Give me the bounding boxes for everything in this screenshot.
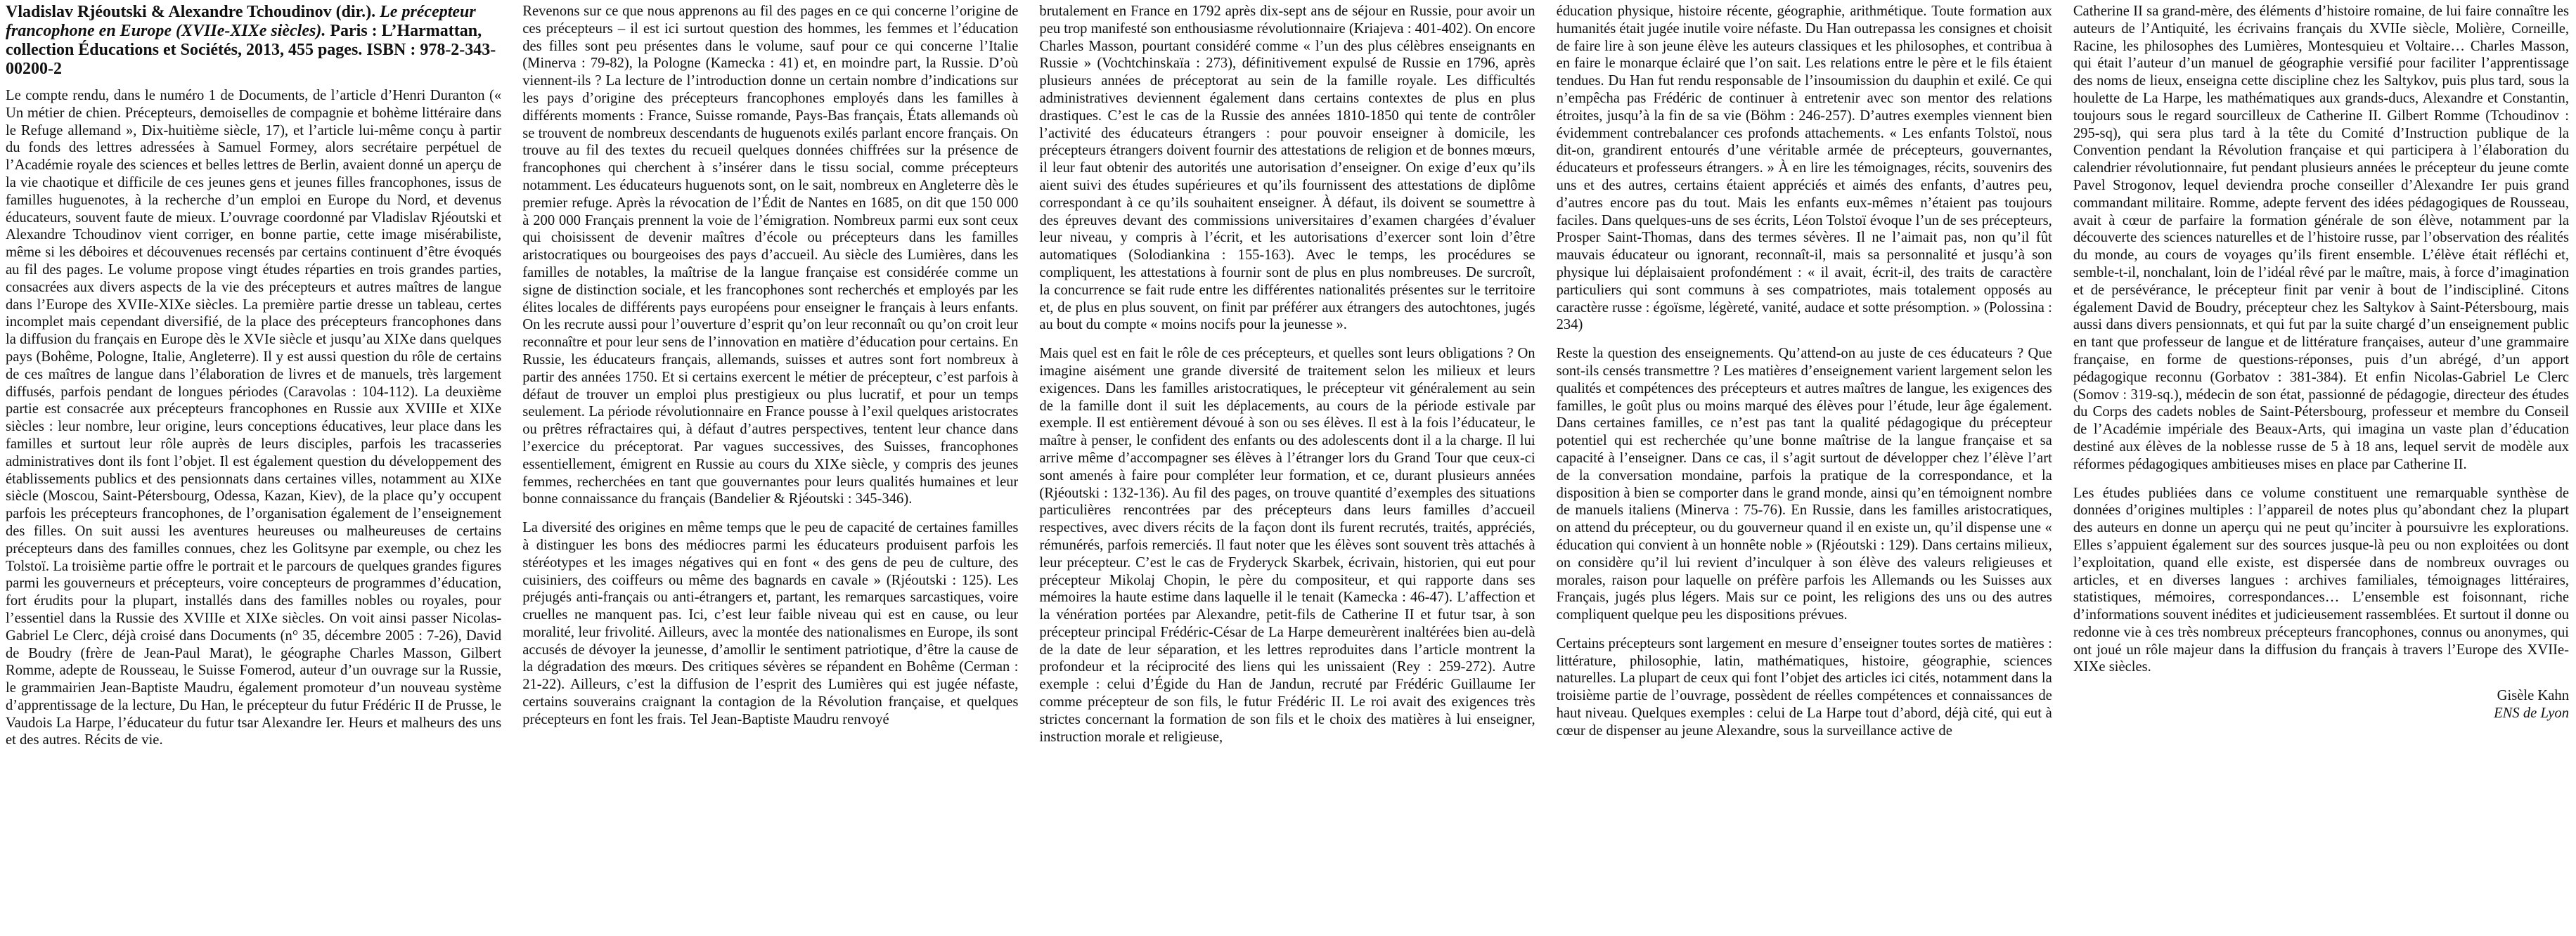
signature-name: Gisèle Kahn — [2497, 688, 2570, 704]
column-5 — [2073, 3, 2569, 933]
paragraph: brutalement en France en 1792 après dix-sept ans de séjour en Russie, pour avoir un peu trop manifesté son enthousiasme révolutionnaire (Kriajeva : 401-402). On encore Charles Masson, pourtant considéré comme « l’un des plus célèbres enseignants en Russie » (Vochtchinskaïa : 273), définitivement expulsé de Russie en 1796, après plusieurs années de préceptorat au sein de la famille royale. Les difficultés administratives deviennent également dans certains contextes de plus en plus drastiques. C’est le cas de la Russie des années 1810-1850 qui tente de contrôler l’activité des éducateurs étrangers : pour pouvoir enseigner à domicile, les précepteurs étrangers doivent fournir des attestations de religion et de bonnes mœurs, il leur faut obtenir des autorités une autorisation d’enseigner. On exige d’eux qu’ils aient suivi des études supérieures et qu’ils fournissent des attestations de diplôme correspondant à ce qu’ils souhaitent enseigner. À défaut, ils doivent se soumettre à des épreuves devant des commissions universitaires d’examen chargées d’évaluer leur niveau, y compris à l’écrit, et les autorisations d’exercer sont loin d’être automatiques (Solodiankina : 155-163). Avec le temps, les procédures se compliquent, les attestations à fournir sont de plus en plus nombreuses. De surcroît, la concurrence se fait rude entre les différentes nationalités présentes sur le territoire et, de plus en plus souvent, on finit par préférer aux étrangers des autochtones, jugés au bout du compte « moins nocifs pour la jeunesse ». — [1039, 4, 1535, 333]
signature-affiliation: ENS de Lyon — [2494, 706, 2570, 722]
review-signature — [2073, 687, 2569, 722]
paragraph: éducation physique, histoire récente, géographie, arithmétique. Toute formation aux humanités était jugée inutile voire néfaste. Du Han outrepassa les consignes et choisit de faire lire à son jeune élève les auteurs classiques et les philosophes, et contribua à en faire le monarque éclairé que l’on sait. Les relations entre le père et le fils étaient tendues. Du Han fut rendu responsable de l’insoumission du dauphin et exilé. Ce qui n’empêcha pas Frédéric de continuer à entretenir avec son mentor des relations étroites, jusqu’à la fin de sa vie (Böhm : 246-257). D’autres exemples viennent bien évidemment contrebalancer ces profonds attachements. « Les enfants Tolstoï, nous dit-on, grandirent entourés d’une véritable armée de précepteurs, gouvernantes, éducateurs et professeurs étrangers. » À en lire les témoignages, récits, souvenirs des uns et des autres, certains étaient appréciés et aimés des enfants, d’autres peu, d’autres encore pas du tout. Mais les enfants eux-mêmes n’étaient pas toujours faciles. Dans quelques-uns de ses écrits, Léon Tolstoï évoque l’un de ses précepteurs, Prosper Saint-Thomas, dans des termes sévères. Il ne l’aimait pas, non qu’il fût mauvais éducateur ou ignorant, reconnaît-il, mais sa personnalité et jusqu’à son physique lui déplaisaient profondément : « il avait, écrit-il, des traits de caractère particuliers qui sont communs à ses compatriotes, mais totalement opposés au caractère russe : égoïsme, légèreté, vanité, audace et sotte présomption. » (Polossina : 234) — [1556, 4, 2052, 333]
review-title: Le précepteur francophone en Europe (XVIIe-XIXe siècles). — [6, 3, 476, 40]
review-header — [6, 3, 501, 79]
column-1 — [6, 3, 501, 933]
review-publication: Paris : L’Harmattan, collection Éducations et Sociétés, 2013, 455 pages. ISBN : 978-2-343-00200-2 — [6, 22, 496, 78]
paragraph: La diversité des origines en même temps que le peu de capacité de certaines familles à distinguer les bons des médiocres parmi les éducateurs produisent parfois les stéréotypes et les images négatives qui en font « des gens de peu de culture, des cuisiniers, des coiffeurs ou même des bagnards en cavale » (Rjéoutski : 125). Les préjugés anti-français ou anti-étrangers et, partant, les remarques sarcastiques, voire cruelles ne manquent pas. Ici, c’est leur faible niveau qui est en cause, ou leur moralité, leur frivolité. Ailleurs, avec la montée des nationalismes en Europe, ils sont accusés de dévoyer la jeunesse, d’amollir le sentiment patriotique, d’être la cause de la dégradation des mœurs. Des critiques sévères se répandent en Bohême (Cerman : 21-22). Ailleurs, c’est la diffusion de l’esprit des Lumières qui est jugée néfaste, certains souverains craignant la contagion de la Révolution française, et quelques précepteurs en font les frais. Tel Jean-Baptiste Maudru renvoyé — [522, 520, 1019, 727]
paragraph: Certains précepteurs sont largement en mesure d’enseigner toutes sortes de matières : littérature, philosophie, latin, mathématiques, histoire, géographie, sciences naturelles. La plupart de ceux qui font l’objet des articles ici cités, notamment dans la troisième partie de l’ouvrage, possèdent de réelles compétences et connaissances de haut niveau. Quelques exemples : celui de La Harpe tout d’abord, déjà cité, qui eut à cœur de dispenser au jeune Alexandre, sous la surveillance active de — [1556, 635, 2052, 739]
review-authors: Vladislav Rjéoutski & Alexandre Tchoudinov (dir.). — [6, 3, 376, 21]
column-4 — [1557, 3, 2052, 933]
paragraph: Mais quel est en fait le rôle de ces précepteurs, et quelles sont leurs obligations ? On imagine aisément une grande diversité de traitement selon les milieux et leurs exigences. Dans les familles aristocratiques, le précepteur vit généralement au sein de la famille dont il suit les déplacements, au cours de la période estivale par exemple. Il est entièrement dévoué à son ou ses élèves. Il est à la fois l’éducateur, le maître à penser, le confident des enfants ou des adolescents dont il a la charge. Il lui arrive même d’accompagner ses élèves à l’étranger lors du Grand Tour que ceux-ci sont amenés à faire pour compléter leur formation, et ce, durant plusieurs années (Rjéoutski : 132-136). Au fil des pages, on trouve quantité d’exemples des situations particulières rencontrées par des précepteurs dans leurs familles d’accueil respectives, avec divers récits de la façon dont ils furent recrutés, traités, appréciés, rémunérés, parfois remerciés. Il faut noter que les élèves sont souvent très attachés à leur précepteur. C’est le cas de Fryderyck Skarbek, écrivain, historien, qui eut pour précepteur Mikolaj Chopin, le père du compositeur, et qui rapporte dans ses mémoires la haute estime dans laquelle il le tenait (Kamecka : 46-47). L’affection et la vénération portées par Alexandre, petit-fils de Catherine II et futur tsar, à son précepteur principal Frédéric-César de La Harpe demeurèrent inaltérées bien au-delà de la date de leur séparation, et les lettres reproduites dans l’article montrent la profondeur et la réciprocité des liens qui les unissaient (Rey : 259-272). Autre exemple : celui d’Égide du Han de Jandun, recruté par Frédéric Guillaume Ier comme précepteur de son fils, le futur Frédéric II. Le roi avait des exigences très strictes concernant la formation de son fils et le choix des matières à lui enseigner, instruction morale et religieuse, — [1039, 346, 1535, 745]
column-2 — [522, 3, 1018, 933]
paragraph: Le compte rendu, dans le numéro 1 de Documents, de l’article d’Henri Duranton (« Un métier de chien. Précepteurs, demoiselles de compagnie et bohème littéraire dans le Refuge allemand », Dix-huitième siècle, 17), et l’article lui-même conçu à partir du fonds des lettres adressées à Samuel Formey, alors secrétaire perpétuel de l’Académie royale des sciences et belles lettres de Berlin, avaient donné un aperçu de la vie chaotique et difficile de ces jeunes gens et jeunes filles francophones, issus de familles huguenotes, à la recherche d’un emploi en Europe du Nord, et devenus éducateurs, souvent faute de mieux. L’ouvrage coordonné par Vladislav Rjéoutski et Alexandre Tchoudinov vient corriger, en bonne partie, cette image misérabiliste, même si les déboires et découvenues recensés par certains continuent d’être évoqués au fil des pages. Le volume propose vingt études réparties en trois grandes parties, consacrées aux divers aspects de la vie des précepteurs et autres maîtres de langue dans l’Europe des XVIIe-XIXe siècles. La première partie dresse un tableau, certes incomplet mais cependant diversifié, de la place des précepteurs francophones dans la diffusion du français en Europe dès le XVIe siècle et jusqu’au XIXe dans quelques pays (Bohême, Pologne, Italie, Angleterre). Il y est aussi question du rôle de certains de ces maîtres de langue dans l’élaboration de livres et de manuels, très largement diffusés, parfois pendant de longues périodes (Caravolas : 104-112). La deuxième partie est consacrée aux précepteurs francophones en Russie aux XVIIIe et XIXe siècles : leur nombre, leur origine, leurs conceptions éducatives, leur place dans les familles et surtout leur rôle auprès de leurs disciples, parfois les tracasseries administratives dont ils font l’objet. Il est également question du développement des établissements publics et des pensionnats dans certaines villes, notamment au XIXe siècle (Moscou, Saint-Pétersbourg, Odessa, Kazan, Kiev), de la place qu’y occupent parfois les précepteurs francophones, de l’organisation également de l’enseignement des filles. On suit aussi les aventures heureuses ou malheureuses de certains précepteurs dans des familles connues, chez les Golitsyne par exemple, ou chez les Tolstoï. La troisième partie offre le portrait et le parcours de quelques grandes figures parmi les gouverneurs et précepteurs, voire concepteurs de programmes d’éducation, fort érudits pour la plupart, installés dans des familles nobles ou royales, pour l’essentiel dans la Russie des XVIIIe et XIXe siècles. On voit ainsi passer Nicolas-Gabriel Le Clerc, déjà croisé dans Documents (n° 35, décembre 2005 : 7-26), David de Boudry (frère de Jean-Paul Marat), le géographe Charles Masson, Gilbert Romme, adepte de Rousseau, le Suisse Fomerod, auteur d’un ouvrage sur la Russie, le grammairien Jean-Baptiste Maudru, également promoteur d’un nouveau système d’apprentissage de la lecture, Du Han, le précepteur du futur Frédéric II de Prusse, le Vaudois La Harpe, l’éducateur du futur tsar Alexandre Ier. Heurs et malheurs des uns et des autres. Récits de vie. — [6, 88, 502, 748]
paragraph: Reste la question des enseignements. Qu’attend-on au juste de ces éducateurs ? Que sont-ils censés transmettre ? Les matières d’enseignement varient largement selon les qualités et compétences des précepteurs et autres maîtres de langue, les exigences des familles, le goût plus ou moins marqué des élèves pour l’étude, leur âge également. Dans certaines familles, ce n’est pas tant la qualité pédagogique du précepteur potentiel qui est recherchée qu’une bonne maîtrise de la langue française et sa capacité à l’enseigner. Dans ce cas, il s’agit surtout de développer chez l’élève l’art de la conversation mondaine, parfois la pratique de la correspondance, et la disposition à bien se comporter dans le grand monde, ainsi qu’en témoignent nombre de manuels italiens (Minerva : 75-76). En Russie, dans les familles aristocratiques, on attend du précepteur, ou du gouverneur quand il en existe un, qu’il dispense une « éducation qui convient à un honnête noble » (Rjéoutski : 129). Dans certains milieux, on considère qu’il lui revient d’inculquer à son élève des valeurs religieuses et morales, raison pour laquelle on préfère parfois les Allemands ou les Suisses aux Français, jugés plus légers. Mais sur ce point, les religions des uns ou des autres compliquent quelque peu les dispositions prévues. — [1556, 346, 2052, 623]
paragraph: Les études publiées dans ce volume constituent une remarquable synthèse de données d’origines multiples : l’appareil de notes plus qu’abondant chez la plupart des auteurs en donne un aperçu qui ne peut qu’inciter à poursuivre les explorations. Elles s’appuient également sur des sources jusque-là peu ou non exploitées ou dont l’exploitation, quand elle existe, est dispersée dans de nombreux ouvrages ou articles, et en diverses langues : archives familiales, témoignages littéraires, statistiques, mémoires, correspondances… L’ensemble est foisonnant, riche d’informations souvent inédites et judicieusement rassemblées. Et surtout il donne ou redonne vie à ces très nombreux précepteurs francophones, connus ou anonymes, qui ont joué un rôle majeur dans la diffusion du français à travers l’Europe des XVIIe-XIXe siècles. — [2073, 485, 2570, 675]
review-page — [6, 3, 2569, 933]
paragraph: Revenons sur ce que nous apprenons au fil des pages en ce qui concerne l’origine de ces précepteurs – il est ici surtout question des hommes, les femmes et l’éducation des filles sont peu présentes dans le volume, sauf pour ce qui concerne l’Italie (Minerva : 79-82), la Pologne (Kamecka : 41) et, en moindre part, la Russie. D’où viennent-ils ? La lecture de l’introduction donne un certain nombre d’indications sur les pays d’origine des précepteurs francophones employés dans les familles à différents moments : France, Suisse romande, Pays-Bas français, États allemands où se trouvent de nombreux descendants de huguenots exilés parlant encore français. On trouve au fil des textes du recueil quelques données chiffrées sur la présence de francophones qui cherchent à s’insérer dans le tissu social, comme précepteurs notamment. Les éducateurs huguenots sont, on le sait, nombreux en Angleterre dès le premier refuge. Après la révocation de l’Édit de Nantes en 1685, on dit que 150 000 à 200 000 Français prennent la voie de l’émigration. Nombreux parmi eux sont ceux qui choisissent de devenir maîtres d’école ou précepteurs dans les familles aristocratiques ou bourgeoises des pays d’accueil. Au siècle des Lumières, dans les familles de notables, la maîtrise de la langue française est considérée comme un signe de distinction sociale, et les francophones sont recherchés et employés par les élites locales de différents pays européens pour enseigner le français à leurs enfants. On les recrute aussi pour l’ouverture d’esprit qu’on leur reconnaît ou qu’on croit leur reconnaître et pour leur sens de l’innovation en matière d’éducation pour certains. En Russie, les éducateurs français, allemands, suisses et autres sont fort nombreux à partir des années 1750. Et si certains exercent le métier de précepteur, c’est parfois à défaut de trouver un emploi plus prestigieux ou plus lucratif, et pour un temps seulement. La période révolutionnaire en France pousse à l’exil quelques aristocrates ou prêtres réfractaires qui, à défaut d’autres perspectives, tentent leur chance dans l’exercice du préceptorat. Par vagues successives, des Suisses, francophones essentiellement, émigrent en Russie au cours du XIXe siècle, y compris des jeunes femmes, recherchées en tant que gouvernantes pour leurs qualités humaines et leur bonne connaissance du français (Bandelier & Rjéoutski : 345-346). — [522, 4, 1019, 507]
column-3 — [1039, 3, 1535, 933]
paragraph: Catherine II sa grand-mère, des éléments d’histoire romaine, de lui faire connaître les auteurs de l’Antiquité, les écrivains français du XVIIe siècle, Molière, Corneille, Racine, les philosophes des Lumières, Montesquieu et Voltaire… Charles Masson, qui était l’auteur d’un manuel de géographie versifié pour faciliter l’apprentissage des noms de lieux, enseigna cette discipline chez les Saltykov, puis plus tard, sous la houlette de La Harpe, les mathématiques aux grands-ducs, Alexandre et Constantin, toujours sous le regard sourcilleux de Catherine II. Gilbert Romme (Tchoudinov : 295-sq), qui sera plus tard à la tête du Comité d’Instruction publique de la Convention pendant la Révolution française et qui participera à l’élaboration du calendrier révolutionnaire, fut pendant plusieurs années le précepteur du jeune comte Pavel Strogonov, lequel deviendra proche conseiller d’Alexandre Ier puis grand commandant militaire. Romme, adepte fervent des idées pédagogiques de Rousseau, avait à cœur de parfaire la formation générale de son élève, notamment par la découverte des sciences naturelles et de l’histoire russe, par l’observation des réalités du monde, au cours de voyages qu’ils firent ensemble. L’élève était réfléchi et, semble-t-il, nonchalant, loin de l’idéal rêvé par le maître, mais, à force d’imagination et de persévérance, le précepteur finit par venir à bout de l’indiscipliné. Citons également David de Boudry, précepteur chez les Saltykov à Saint-Pétersbourg, mais aussi dans divers pensionnats, et qui fut par la suite chargé d’un enseignement public en tant que professeur de langue et de littérature françaises, auteur d’une grammaire française, en forme de questions-réponses, puis d’un abrégé, d’un apport pédagogique reconnu (Gorbatov : 381-384). Et enfin Nicolas-Gabriel Le Clerc (Somov : 319-sq.), médecin de son état, passionné de pédagogie, directeur des études du Corps des cadets nobles de Saint-Pétersbourg, professeur et membre du Conseil de l’Académie impériale des Beaux-Arts, qui imagina un vaste plan d’éducation destiné aux élèves de la noblesse russe de 5 à 18 ans, lequel servit de modèle aux réformes pédagogiques ambitieuses mises en place par Catherine II. — [2073, 4, 2570, 472]
